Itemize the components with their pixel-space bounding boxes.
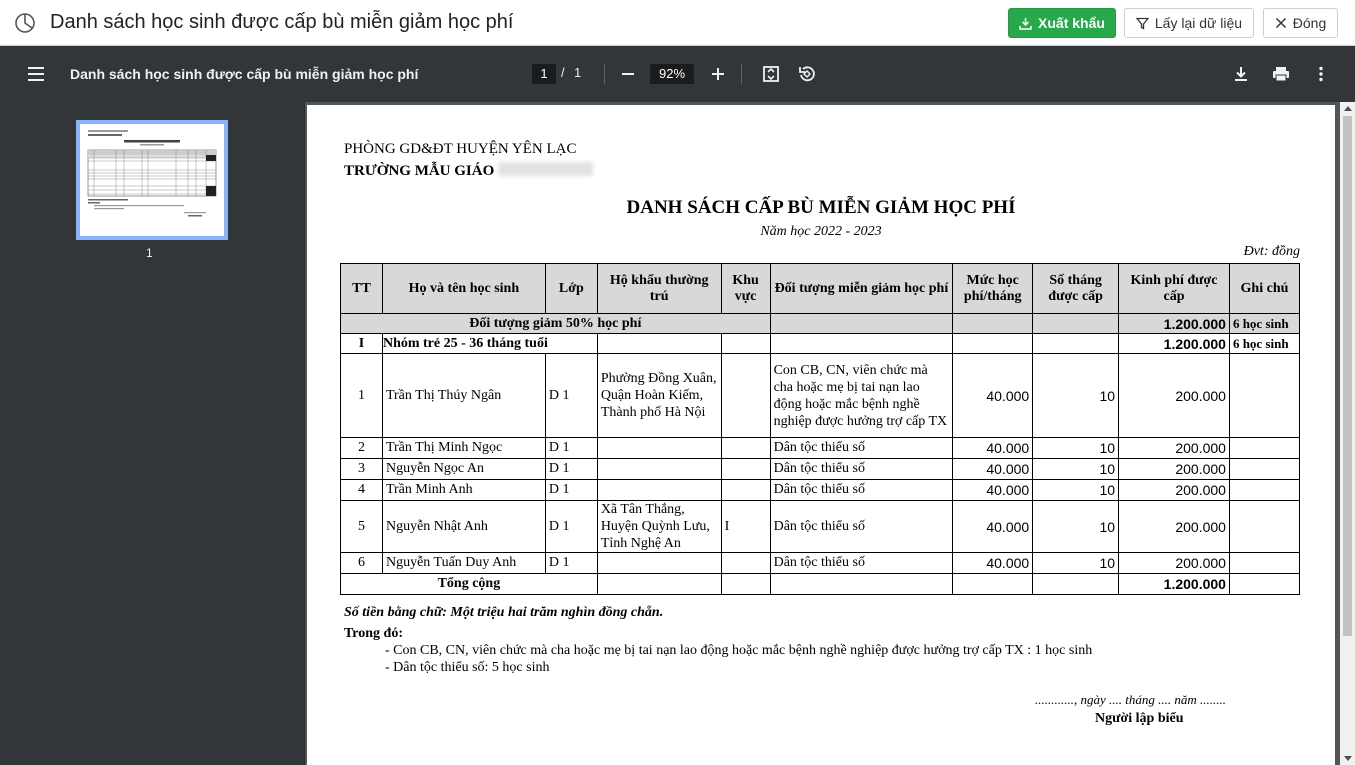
total-label: Tổng cộng xyxy=(341,574,598,595)
cell-months: 10 xyxy=(1033,459,1119,480)
table-header-row xyxy=(341,264,1300,314)
cell-note xyxy=(1229,501,1299,553)
doc-school-year: Năm học 2022 - 2023 xyxy=(760,224,882,239)
close-label: Đóng xyxy=(1292,15,1327,31)
doc-school xyxy=(344,162,593,180)
scroll-up-icon[interactable] xyxy=(1344,106,1352,111)
page-thumbnail[interactable] xyxy=(76,120,228,240)
cell-address xyxy=(597,438,721,459)
cell-area xyxy=(721,354,770,438)
zoom-in-icon[interactable] xyxy=(706,62,730,86)
cell-tt: 6 xyxy=(341,553,383,574)
print-icon[interactable] xyxy=(1269,62,1293,86)
cell-name: Nguyễn Nhật Anh xyxy=(382,501,545,553)
toolbar-divider xyxy=(741,64,742,84)
cell-tt: 3 xyxy=(341,459,383,480)
pdf-toolbar xyxy=(0,46,1355,102)
breakdown-item: - Con CB, CN, viên chức mà cha hoặc mẹ bị tai nạn lao động hoặc mắc bệnh nghề nghiệp được hưởng trợ cấp TX : 1 học sinh xyxy=(385,643,1093,658)
page-total: 1 xyxy=(574,65,582,80)
cell-target: Dân tộc thiểu số xyxy=(770,480,953,501)
cell-note xyxy=(1229,354,1299,438)
cell-fee: 40.000 xyxy=(953,553,1033,574)
cell-fee: 40.000 xyxy=(953,501,1033,553)
close-button[interactable] xyxy=(1263,8,1338,38)
column-header: Ghi chú xyxy=(1229,264,1299,314)
table-row xyxy=(341,459,1300,480)
close-icon xyxy=(1275,17,1287,29)
column-header: Đối tượng miễn giảm học phí xyxy=(770,264,953,314)
total-row xyxy=(341,574,1300,595)
table-row xyxy=(341,480,1300,501)
page-title: Danh sách học sinh được cấp bù miễn giảm học phí xyxy=(50,11,514,33)
cell-area xyxy=(721,459,770,480)
cell-address: Xã Tân Thắng, Huyện Quỳnh Lưu, Tỉnh Nghệ An xyxy=(597,501,721,553)
cell-months: 10 xyxy=(1033,354,1119,438)
pdf-viewer[interactable] xyxy=(305,102,1355,765)
page-separator: / xyxy=(561,65,565,80)
reload-data-button[interactable] xyxy=(1124,8,1254,38)
column-header: TT xyxy=(341,264,383,314)
cell-fee: 40.000 xyxy=(953,480,1033,501)
menu-icon[interactable] xyxy=(26,65,46,83)
doc-agency: PHÒNG GD&ĐT HUYỆN YÊN LẠC xyxy=(344,141,577,157)
group-note: 6 học sinh xyxy=(1229,334,1299,354)
column-header: Lớp xyxy=(545,264,597,314)
redacted-school-name xyxy=(498,162,593,176)
cell-class: D 1 xyxy=(545,459,597,480)
amount-in-words: Số tiền bằng chữ: Một triệu hai trăm nghìn đồng chẵn. xyxy=(344,605,664,620)
cell-tt: 1 xyxy=(341,354,383,438)
school-name: TRƯỜNG MẪU GIÁO xyxy=(344,163,495,179)
cell-address xyxy=(597,480,721,501)
cell-class: D 1 xyxy=(545,553,597,574)
toolbar-divider xyxy=(604,64,605,84)
date-line: ............, ngày .... tháng .... năm ........ xyxy=(1035,692,1227,707)
cell-class: D 1 xyxy=(545,501,597,553)
page-number-input[interactable]: 1 xyxy=(532,64,556,84)
more-options-icon[interactable] xyxy=(1309,62,1333,86)
cell-target: Dân tộc thiểu số xyxy=(770,459,953,480)
cell-months: 10 xyxy=(1033,480,1119,501)
scroll-thumb[interactable] xyxy=(1343,116,1352,636)
breakdown-item: - Dân tộc thiểu số: 5 học sinh xyxy=(385,660,550,675)
cell-target: Dân tộc thiểu số xyxy=(770,501,953,553)
zoom-out-icon[interactable] xyxy=(616,62,640,86)
cell-address xyxy=(597,553,721,574)
export-button[interactable] xyxy=(1008,8,1116,38)
cell-name: Trần Minh Anh xyxy=(382,480,545,501)
table-row xyxy=(341,553,1300,574)
table-row xyxy=(341,438,1300,459)
cell-class: D 1 xyxy=(545,438,597,459)
cell-note xyxy=(1229,553,1299,574)
group-tt: I xyxy=(341,334,383,354)
cell-address xyxy=(597,459,721,480)
doc-title: DANH SÁCH CẤP BÙ MIỄN GIẢM HỌC PHÍ xyxy=(626,197,1016,218)
cell-area xyxy=(721,438,770,459)
group-row xyxy=(341,334,1300,354)
app-header xyxy=(0,0,1355,46)
table-row xyxy=(341,354,1300,438)
thumbnail-sidebar xyxy=(0,102,305,765)
cell-name: Trần Thị Thúy Ngân xyxy=(382,354,545,438)
cell-months: 10 xyxy=(1033,438,1119,459)
group-amount: 1.200.000 xyxy=(1119,314,1230,334)
cell-target: Dân tộc thiểu số xyxy=(770,438,953,459)
total-amount: 1.200.000 xyxy=(1119,574,1230,595)
cell-target: Dân tộc thiểu số xyxy=(770,553,953,574)
download-icon[interactable] xyxy=(1229,62,1253,86)
doc-unit: Đvt: đồng xyxy=(1243,244,1300,259)
cell-amount: 200.000 xyxy=(1119,480,1230,501)
fit-page-icon[interactable] xyxy=(759,62,783,86)
cell-months: 10 xyxy=(1033,501,1119,553)
cell-amount: 200.000 xyxy=(1119,438,1230,459)
table-row xyxy=(341,501,1300,553)
column-header: Khu vực xyxy=(721,264,770,314)
rotate-icon[interactable] xyxy=(795,62,819,86)
cell-address: Phường Đồng Xuân, Quận Hoàn Kiếm, Thành phố Hà Nội xyxy=(597,354,721,438)
column-header: Kinh phí được cấp xyxy=(1119,264,1230,314)
signer-title: Người lập biểu xyxy=(1095,711,1184,726)
cell-tt: 2 xyxy=(341,438,383,459)
scroll-down-icon[interactable] xyxy=(1344,756,1352,761)
column-header: Họ và tên học sinh xyxy=(382,264,545,314)
zoom-level-input[interactable]: 92% xyxy=(650,64,694,84)
cell-amount: 200.000 xyxy=(1119,553,1230,574)
cell-note xyxy=(1229,480,1299,501)
cell-area xyxy=(721,480,770,501)
group-row xyxy=(341,314,1300,334)
cell-note xyxy=(1229,438,1299,459)
cell-target: Con CB, CN, viên chức mà cha hoặc mẹ bị tai nạn lao động hoặc mắc bệnh nghề nghiệp được hưởng trợ cấp TX xyxy=(770,354,953,438)
cell-amount: 200.000 xyxy=(1119,501,1230,553)
cell-fee: 40.000 xyxy=(953,438,1033,459)
pdf-page xyxy=(307,105,1335,765)
report-chart-icon xyxy=(14,12,36,34)
reload-label: Lấy lại dữ liệu xyxy=(1154,15,1243,31)
group-amount: 1.200.000 xyxy=(1119,334,1230,354)
thumbnail-page-number: 1 xyxy=(146,246,153,260)
cell-months: 10 xyxy=(1033,553,1119,574)
column-header: Hộ khẩu thường trú xyxy=(597,264,721,314)
fee-table xyxy=(340,263,1300,595)
cell-area xyxy=(721,553,770,574)
cell-note xyxy=(1229,459,1299,480)
cell-fee: 40.000 xyxy=(953,459,1033,480)
cell-amount: 200.000 xyxy=(1119,354,1230,438)
group-label: Nhóm trẻ 25 - 36 tháng tuổi xyxy=(382,334,597,354)
cell-name: Trần Thị Minh Ngọc xyxy=(382,438,545,459)
cell-tt: 4 xyxy=(341,480,383,501)
group-note: 6 học sinh xyxy=(1229,314,1299,334)
cell-fee: 40.000 xyxy=(953,354,1033,438)
export-label: Xuất khẩu xyxy=(1038,15,1105,31)
export-icon xyxy=(1019,17,1032,30)
cell-class: D 1 xyxy=(545,480,597,501)
cell-tt: 5 xyxy=(341,501,383,553)
vertical-scrollbar[interactable] xyxy=(1340,102,1355,765)
column-header: Mức học phí/tháng xyxy=(953,264,1033,314)
pdf-title: Danh sách học sinh được cấp bù miễn giảm học phí xyxy=(70,66,419,82)
cell-amount: 200.000 xyxy=(1119,459,1230,480)
cell-area: I xyxy=(721,501,770,553)
filter-icon xyxy=(1136,17,1149,30)
cell-name: Nguyễn Ngọc An xyxy=(382,459,545,480)
breakdown-heading: Trong đó: xyxy=(344,626,403,641)
cell-name: Nguyễn Tuấn Duy Anh xyxy=(382,553,545,574)
group-label: Đối tượng giảm 50% học phí xyxy=(341,314,771,334)
column-header: Số tháng được cấp xyxy=(1033,264,1119,314)
cell-class: D 1 xyxy=(545,354,597,438)
